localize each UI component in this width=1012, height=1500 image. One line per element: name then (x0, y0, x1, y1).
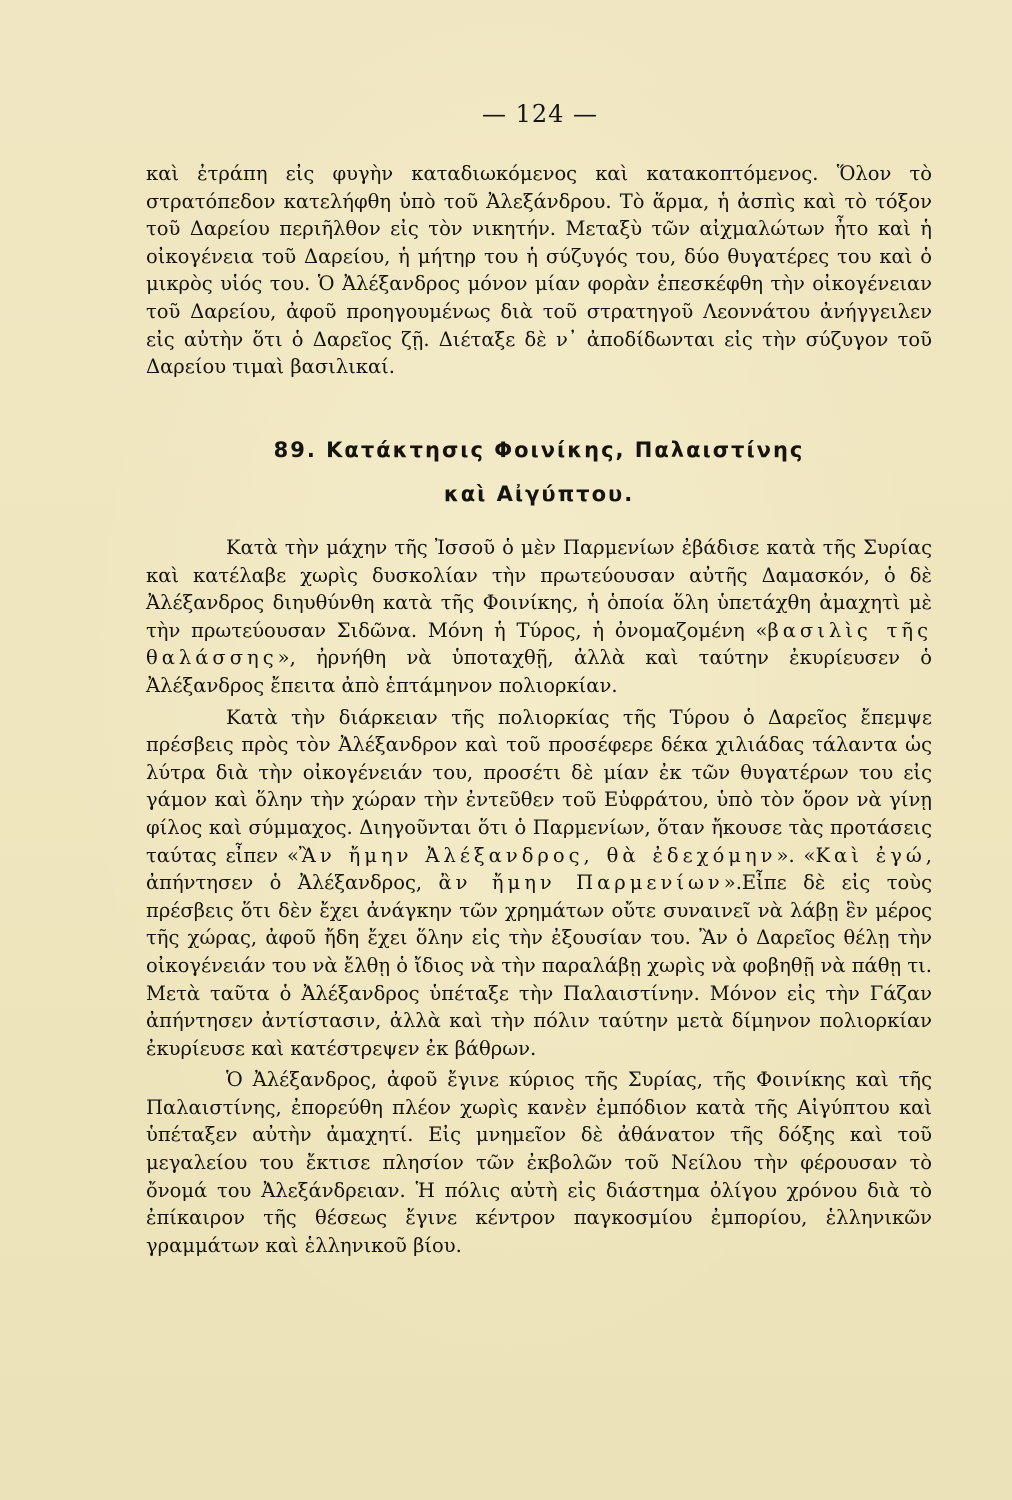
paragraph-2-text-2: ». « (776, 843, 816, 867)
section-heading: 89. Κατάκτησις Φοινίκης, Παλαιστίνης (273, 438, 805, 462)
paragraph-2-text-3: , ἀπήντησεν ὁ Ἀλέξανδρος, (146, 843, 932, 895)
paragraph-1-quote: βασιλὶς τῆς θαλάσσης (146, 618, 932, 670)
intro-text-block (146, 160, 932, 381)
section-body (146, 534, 932, 1259)
section-heading-continuation: καὶ Αἰγύπτου. (443, 482, 635, 506)
paragraph-3: Ὁ Ἀλέξανδρος, ἀφοῦ ἔγινε κύριος τῆς Συρίας, τῆς Φοινίκης καὶ τῆς Παλαιστίνης, ἐπορεύθη πλέον χωρὶς κανὲν ἐμπόδιον κατὰ τῆς Αἰγύπτου καὶ ὑπέταξεν αὐτὴν ἀμαχητί. Εἰς μνημεῖον δὲ ἀθάνατον τῆς δόξης καὶ τοῦ μεγαλείου του ἔκτισε πλησίον τῶν ἐκβολῶν τοῦ Νείλου τὴν φέρουσαν τὸ ὄνομά του Ἀλεξάνδρειαν. Ἡ πόλις αὐτὴ εἰς διάστημα ὀλίγου χρόνου διὰ τὸ ἐπίκαιρον τῆς θέσεως ἔγινε κέντρον παγκοσμίου ἐμπορίου, ἑλληνικῶν γραμμάτων καὶ ἑλληνικοῦ βίου. (146, 1068, 932, 1257)
intro-paragraph: καὶ ἐτράπη εἰς φυγὴν καταδιωκόμενος καὶ κατακοπτόμενος. Ὅλον τὸ στρατόπεδον κατελήφθη ὑπὸ τοῦ Ἀλεξάνδρου. Τὸ ἅρμα, ἡ ἀσπὶς καὶ τὸ τόξον τοῦ Δαρείου περιῆλθον εἰς τὸν νικητήν. Μεταξὺ τῶν αἰχμαλώτων ἦτο καὶ ἡ οἰκογένεια τοῦ Δαρείου, ἡ μήτηρ του ἡ σύζυγός του, δύο θυγατέρες του καὶ ὁ μικρὸς υἱός του. Ὁ Ἀλέξανδρος μόνον μίαν φορὰν ἐπεσκέφθη τὴν οἰκογένειαν τοῦ Δαρείου, ἀφοῦ προηγουμένως διὰ τοῦ στρατηγοῦ Λεοννάτου ἀνήγγειλεν εἰς αὐτὴν ὅτι ὁ Δαρεῖος ζῇ. Διέταξε δὲ ν᾽ ἀποδίδωνται εἰς τὴν σύζυγον τοῦ Δαρείου τιμαὶ βασιλικαί. (146, 162, 932, 379)
paragraph-2 (146, 704, 932, 1063)
paragraph-2-text-4: ».Εἶπε δὲ εἰς τοὺς πρέσβεις ὅτι δὲν ἔχει ἀνάγκην τῶν χρημάτων οὔτε συναινεῖ νὰ λάβῃ ἓν μέρος τῆς χώρας, ἀφοῦ ἤδη ἔχει ὅλην εἰς τὴν ἐξουσίαν του. Ἂν ὁ Δαρεῖος θέλῃ τὴν οἰκογένειάν του νὰ ἔλθῃ ὁ ἴδιος νὰ τὴν παραλάβῃ χωρὶς νὰ φοβηθῇ νὰ πάθῃ τι. Μετὰ ταῦτα ὁ Ἀλέξανδρος ὑπέταξε τὴν Παλαιστίνην. Μόνον εἰς τὴν Γάζαν ἀπήντησεν ἀντίστασιν, ἀλλὰ καὶ τὴν πόλιν ταύτην μετὰ δίμηνον πολιορκίαν ἐκυρίευσε καὶ κατέστρεψεν ἐκ βάθρων. (146, 871, 933, 1060)
paragraph-2-quote-parmenion: Ἂν ἤμην Ἀλέξανδρος, θὰ ἐδεχόμην (298, 843, 777, 867)
paragraph-2-quote-alexander-2: ἂν ἤμην Παρμενίων (438, 871, 724, 895)
paragraph-1-text-end: », ἠρνήθη νὰ ὑποταχθῇ, ἀλλὰ καὶ ταύτην ἐκυρίευσεν ὁ Ἀλέξανδρος ἔπειτα ἀπὸ ἑπτάμηνον πολιορκίαν. (146, 646, 932, 697)
page-number: — 124 — (481, 100, 599, 128)
paragraph-2-quote-alexander: Καὶ ἐγώ (815, 843, 926, 867)
paragraph-1 (146, 534, 932, 700)
paragraph-1-text: Κατὰ τὴν μάχην τῆς Ἰσσοῦ ὁ μὲν Παρμενίων ἐβάδισε κατὰ τῆς Συρίας καὶ κατέλαβε χωρὶς δυσκολίαν τὴν πρωτεύουσαν αὐτῆς Δαμασκόν, ὁ δὲ Ἀλέξανδρος διηυθύνθη κατὰ τῆς Φοινίκης, ἡ ὁποία ὅλη ὑπετάχθη ἀμαχητὶ μὲ τὴν πρωτεύουσαν Σιδῶνα. Μόνη ἡ Τύρος, ἡ ὀνομαζομένη « (146, 536, 932, 642)
paragraph-2-text: Κατὰ τὴν διάρκειαν τῆς πολιορκίας τῆς Τύρου ὁ Δαρεῖος ἔπεμψε πρέσβεις πρὸς τὸν Ἀλέξανδρον καὶ τοῦ προσέφερε δέκα χιλιάδας τάλαντα ὡς λύτρα διὰ τὴν οἰκογένειάν του, προσέτι δὲ μίαν ἐκ τῶν θυγατέρων του εἰς γάμον καὶ ὅλην τὴν χώραν τὴν ἐντεῦθεν τοῦ Εὐφράτου, ὑπὸ τὸν ὅρον νὰ γίνῃ φίλος καὶ σύμμαχος. Διηγοῦνται ὅτι ὁ Παρμενίων, ὅταν ἤκουσε τὰς προτάσεις ταύτας εἶπεν « (146, 705, 932, 867)
